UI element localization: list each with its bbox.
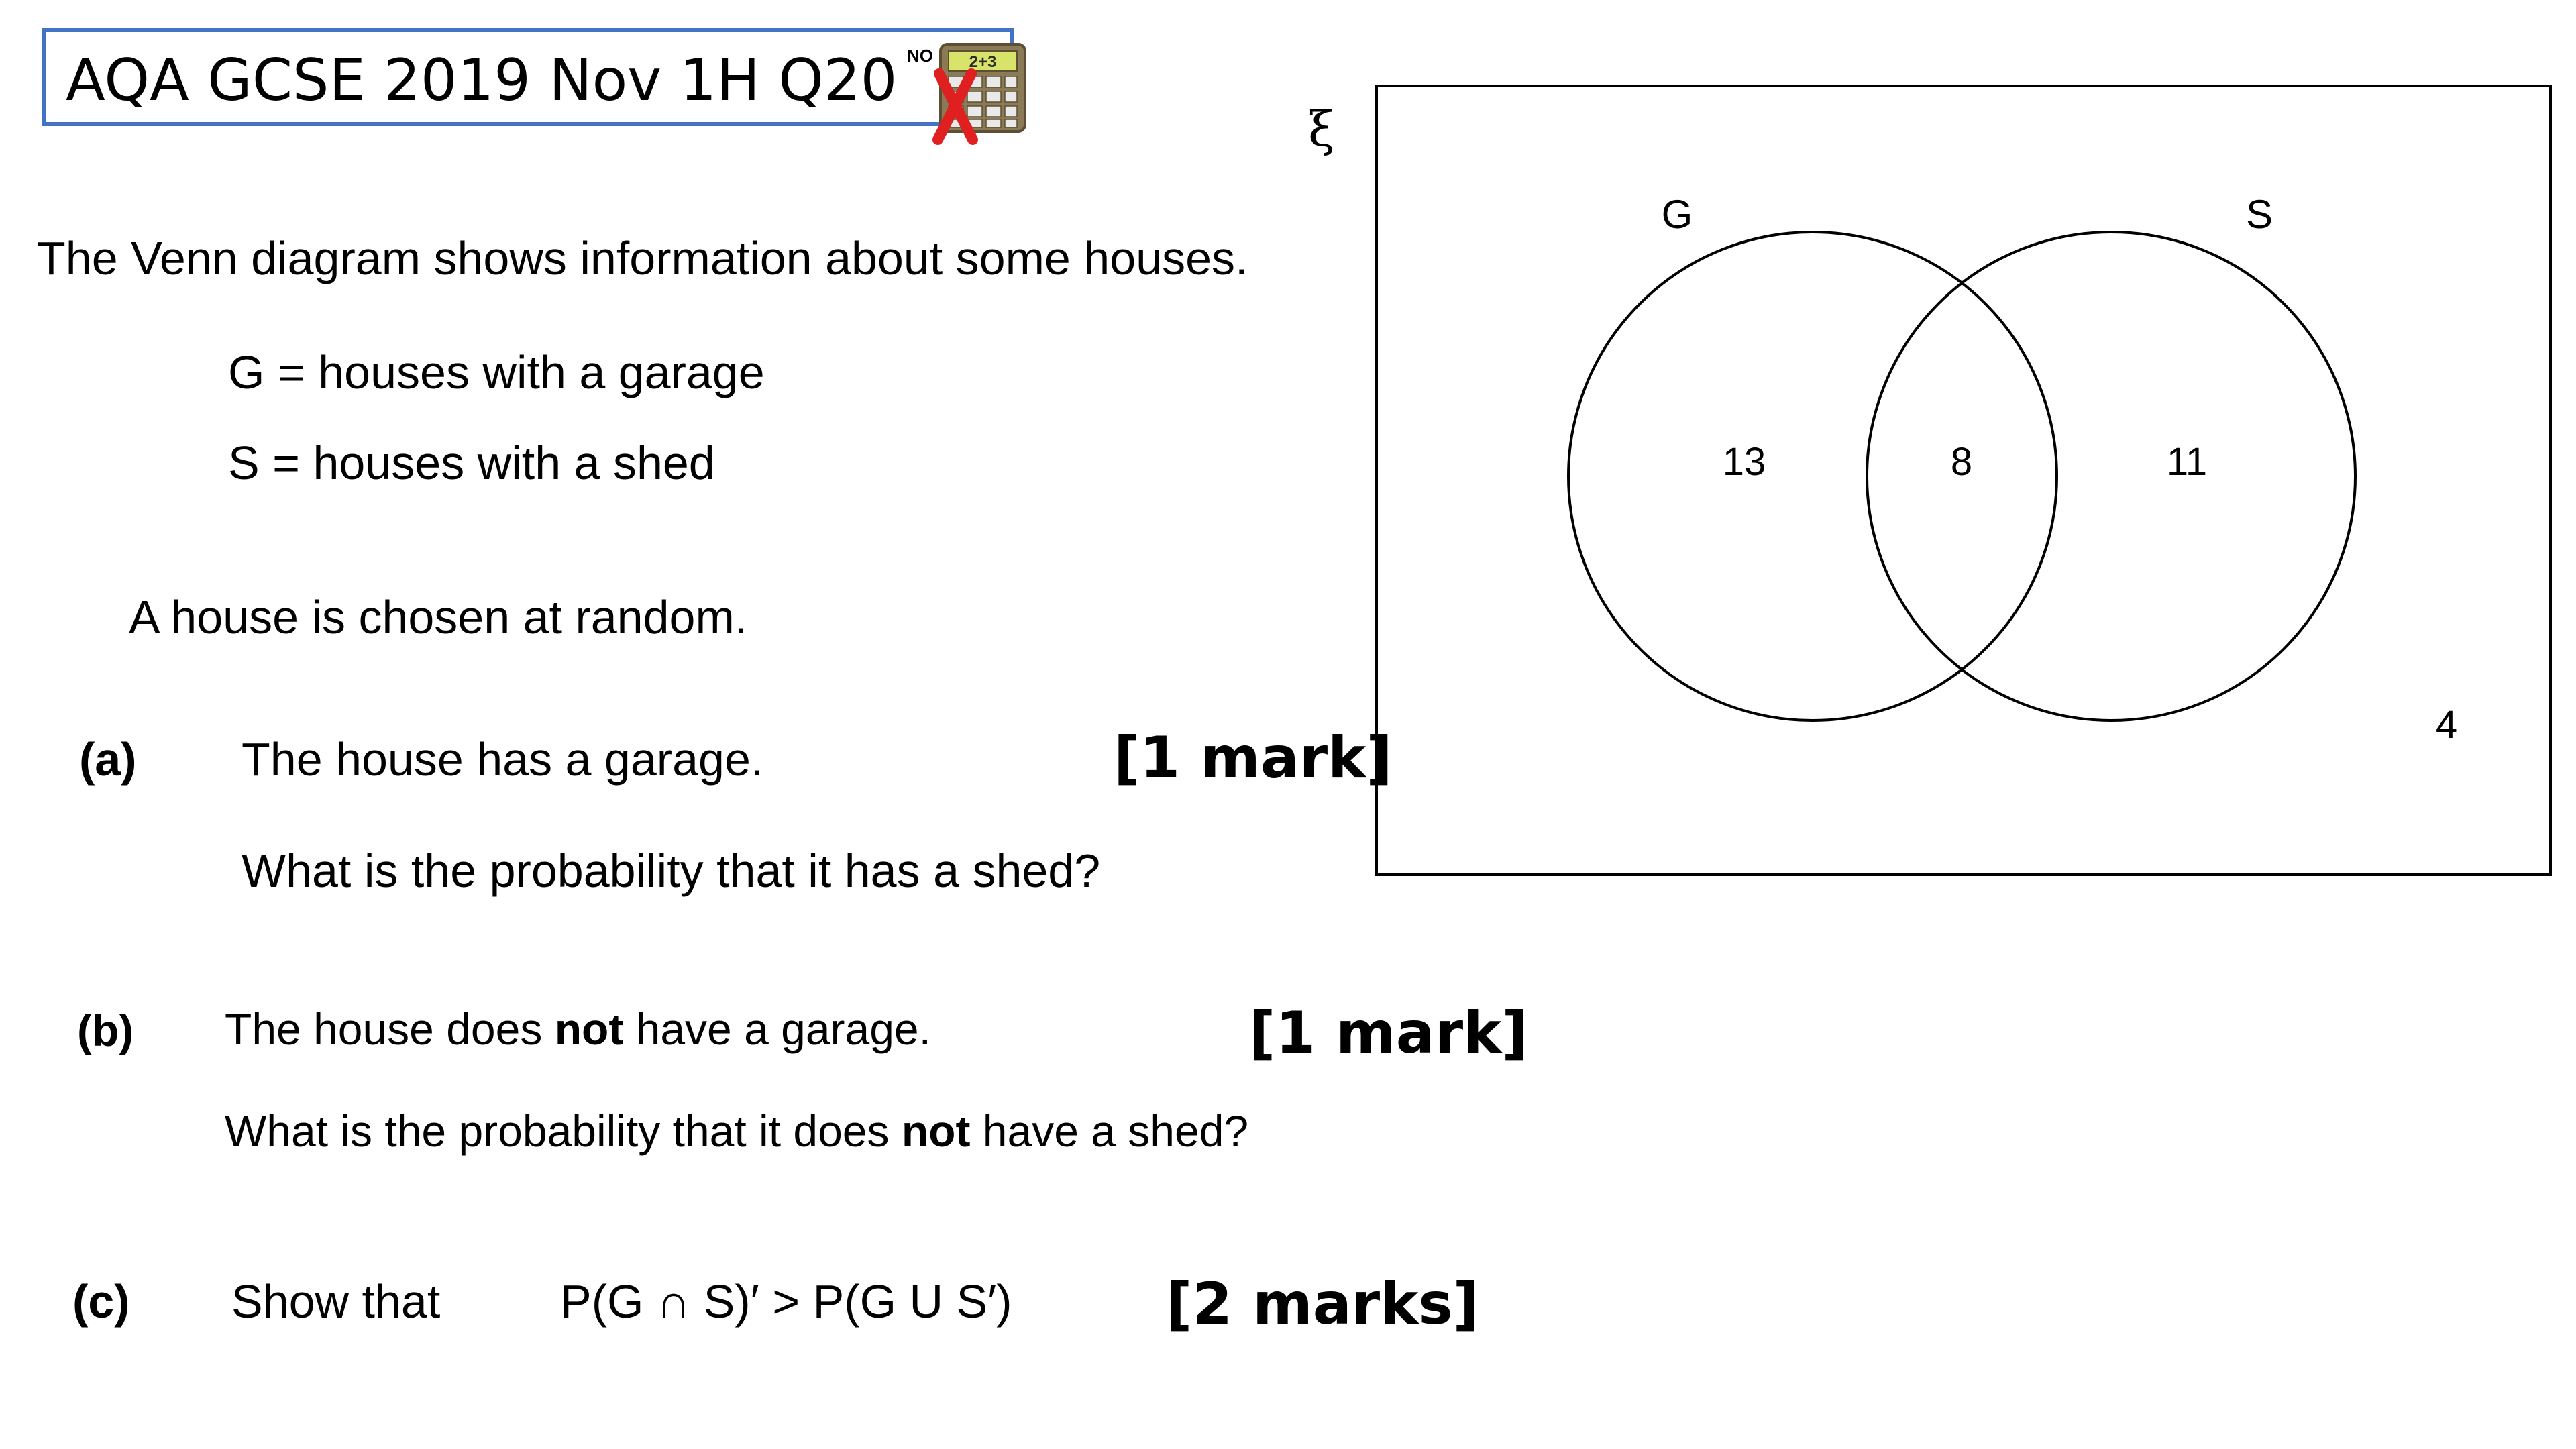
calculator-display: 2+3 bbox=[969, 53, 997, 71]
part-c-letter: (c) bbox=[72, 1275, 130, 1328]
part-b-line1: The house does not have a garage. bbox=[225, 1004, 931, 1054]
calculator-badge: NO bbox=[907, 46, 933, 66]
random-text: A house is chosen at random. bbox=[129, 591, 748, 643]
definition-g: G = houses with a garage bbox=[228, 346, 765, 398]
region-s-only: 11 bbox=[2166, 440, 2208, 484]
part-a-marks: [1 mark] bbox=[1114, 724, 1393, 792]
part-a-line2: What is the probability that it has a shed? bbox=[241, 845, 1101, 897]
part-c-text: Show that bbox=[231, 1275, 441, 1328]
region-intersection: 8 bbox=[1950, 440, 1973, 484]
part-c-marks: [2 marks] bbox=[1166, 1271, 1479, 1338]
part-b-letter: (b) bbox=[77, 1006, 134, 1055]
intro-text: The Venn diagram shows information about some houses. bbox=[37, 232, 1248, 284]
part-a-line1: The house has a garage. bbox=[241, 733, 764, 786]
region-g-only: 13 bbox=[1722, 440, 1766, 484]
region-outside: 4 bbox=[2435, 703, 2458, 747]
set-s-label: S bbox=[2245, 192, 2273, 237]
set-s-circle bbox=[1867, 232, 2355, 720]
part-b-marks: [1 mark] bbox=[1249, 1000, 1528, 1067]
part-b-line2: What is the probability that it does not have a shed? bbox=[225, 1106, 1249, 1156]
part-a-letter: (a) bbox=[79, 733, 137, 786]
not-emphasis: not bbox=[901, 1106, 971, 1156]
universal-set-symbol: ξ bbox=[1308, 101, 1335, 157]
page-title: AQA GCSE 2019 Nov 1H Q20 bbox=[66, 47, 898, 114]
definition-s: S = houses with a shed bbox=[228, 437, 715, 489]
not-emphasis: not bbox=[554, 1004, 624, 1054]
set-g-circle bbox=[1568, 232, 2057, 720]
set-g-label: G bbox=[1661, 192, 1693, 237]
part-c-expression: P(G ∩ S)′ > P(G U S′) bbox=[560, 1275, 1012, 1328]
